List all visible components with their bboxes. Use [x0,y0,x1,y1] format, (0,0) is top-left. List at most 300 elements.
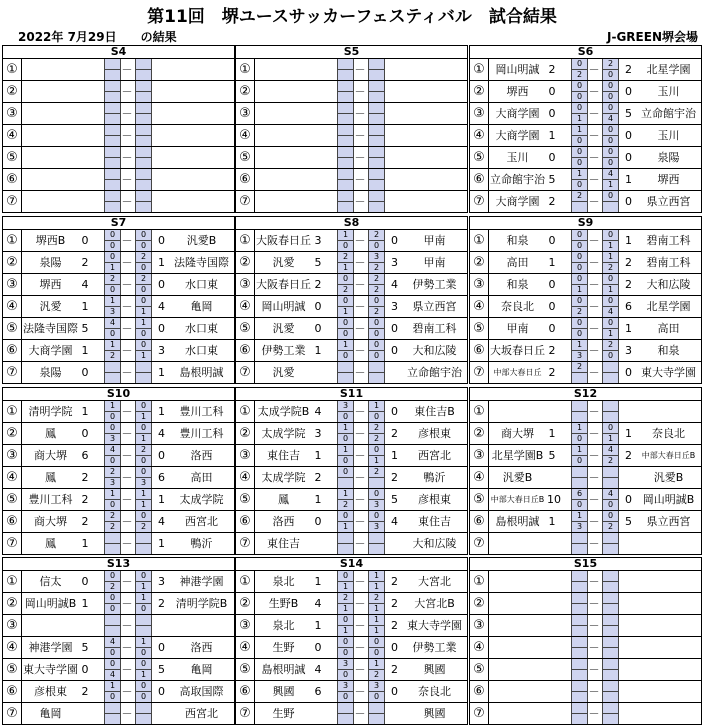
home-first-half: 0 [109,252,116,261]
away-half-scores [602,593,619,614]
home-half-scores [571,191,588,212]
home-team: 太成学院 [261,427,306,440]
home-half-scores [104,489,121,510]
away-first-half: 3 [373,681,380,690]
home-second-half: 0 [572,455,587,466]
away-first-half [603,467,618,477]
away-first-half: 0 [140,467,147,476]
away-second-half [369,713,384,724]
home-team: 鳳 [45,471,56,484]
away-half-scores [135,362,152,383]
home-second-half: 1 [572,284,587,295]
home-half-scores [571,59,588,80]
row-number: ② [3,252,22,273]
away-score [156,169,167,190]
away-second-half: 2 [603,455,618,466]
away-score [389,59,400,80]
row-number: ① [236,401,255,422]
away-second-half: 2 [369,306,384,317]
away-second-half: 1 [603,179,618,190]
home-first-half: 1 [576,445,583,454]
home-first-half: 2 [109,511,116,520]
home-first-half [105,81,120,91]
away-team: 清明学院B [175,597,228,610]
away-second-half: 3 [369,521,384,532]
match-row [3,273,234,295]
home-half-scores [337,169,354,190]
home-half-scores [337,445,354,466]
home-first-half: 0 [576,296,583,305]
away-first-half [136,615,151,625]
away-first-half: 0 [373,637,380,646]
home-team: 神港学園 [28,641,73,654]
row-number: ④ [236,637,255,658]
match-row [470,680,701,702]
away-score: 2 [391,575,398,588]
home-score: 1 [548,256,556,269]
home-half-scores [337,615,354,636]
away-team: 北星学園 [646,63,691,76]
row-number: ④ [3,125,22,146]
match-row [470,80,701,102]
home-first-half [572,571,587,581]
home-score: 1 [314,619,322,632]
away-first-half: 0 [607,511,614,520]
match-row [3,58,234,80]
home-first-half: 0 [342,571,349,580]
home-half-scores [571,274,588,295]
away-half-scores [135,401,152,422]
home-second-half: 0 [105,328,120,339]
row-number: ③ [3,274,22,295]
away-first-half [369,103,384,113]
home-score [313,147,323,168]
away-team: 太成学院 [179,493,224,506]
match-row [236,102,467,124]
away-team: 洛西 [190,449,213,462]
away-second-half: 1 [369,603,384,614]
row-number: ⑤ [236,147,255,168]
home-half-scores [571,81,588,102]
home-second-half [572,411,587,422]
home-half-scores [104,423,121,444]
away-team: 水口東 [185,278,218,291]
home-half-scores [337,659,354,680]
away-second-half: 2 [603,262,618,273]
away-team [169,169,234,190]
home-score: 5 [314,256,322,269]
away-score: 1 [158,366,165,379]
away-team: 高田 [190,471,213,484]
away-first-half [136,147,151,157]
row-number: ⑤ [470,659,489,680]
section-header: S4 [110,45,127,58]
score-dash: － [588,493,600,506]
home-score: 0 [81,366,89,379]
home-team: 興國 [272,685,295,698]
away-half-scores [602,318,619,339]
home-score: 3 [314,234,322,247]
home-score: 0 [81,663,89,676]
home-first-half [338,59,353,69]
match-row [470,361,701,383]
away-second-half [603,691,618,702]
home-second-half: 0 [572,91,587,102]
home-team [21,191,80,212]
home-second-half [572,201,587,212]
home-team [21,125,80,146]
home-first-half [105,703,120,713]
match-row [236,488,467,510]
away-score: 6 [625,300,632,313]
away-half-scores [602,340,619,361]
home-score: 0 [548,234,556,247]
home-half-scores [571,401,588,422]
away-score [623,467,634,488]
away-second-half: 0 [369,411,384,422]
score-dash: － [354,129,366,142]
away-half-scores [602,191,619,212]
away-first-half [369,169,384,179]
home-score: 2 [81,471,89,484]
home-second-half [105,91,120,102]
home-half-scores [337,703,354,724]
match-row [470,400,701,422]
home-team: 高田 [506,256,529,269]
away-team [636,593,701,614]
match-row [3,124,234,146]
away-team: 水口東 [185,322,218,335]
away-score [623,401,634,422]
away-score: 2 [391,663,398,676]
away-score [623,681,634,702]
away-half-scores [135,169,152,190]
score-dash: － [588,405,600,418]
away-second-half: 2 [136,521,151,532]
away-team [169,191,234,212]
home-half-scores [571,467,588,488]
away-team: 立命館宇治 [641,107,696,120]
away-score: 0 [158,278,165,291]
home-second-half [338,713,353,724]
home-second-half [105,713,120,724]
home-score: 5 [81,641,89,654]
row-number: ② [470,81,489,102]
away-team: 亀岡 [190,663,213,676]
away-second-half: 0 [603,135,618,146]
away-half-scores [135,489,152,510]
home-team [488,533,547,554]
home-team: 大阪春日丘 [256,278,311,291]
home-first-half [572,467,587,477]
away-team: 汎愛B [653,471,684,484]
home-first-half [105,191,120,201]
away-score [623,659,634,680]
home-first-half: 1 [576,423,583,432]
home-score: 1 [81,344,89,357]
home-second-half [572,543,587,554]
home-second-half [338,201,353,212]
away-second-half [369,201,384,212]
score-dash: － [121,300,133,313]
match-row [3,295,234,317]
away-first-half: 1 [140,637,147,646]
home-score [80,615,90,636]
home-team: 汎愛 [39,300,62,313]
home-score: 1 [548,129,556,142]
away-team: 水口東 [185,344,218,357]
home-first-half: 0 [576,230,583,239]
home-score: 0 [81,427,89,440]
section-header: S5 [343,45,360,58]
home-score: 1 [314,449,322,462]
away-score: 0 [625,129,632,142]
home-half-scores [571,703,588,724]
away-score [623,637,634,658]
away-second-half: 1 [603,240,618,251]
away-score [389,125,400,146]
score-dash: － [121,278,133,291]
home-first-half: 0 [342,274,349,283]
row-number: ② [3,593,22,614]
away-score: 1 [625,322,632,335]
away-first-half: 0 [607,103,614,112]
away-score [389,703,400,724]
home-score: 2 [81,515,89,528]
home-half-scores [337,191,354,212]
score-dash: － [588,107,600,120]
away-first-half: 4 [607,445,614,454]
match-row [236,510,467,532]
away-score: 4 [391,515,398,528]
home-second-half [572,647,587,658]
row-number: ② [3,423,22,444]
away-second-half: 0 [136,455,151,466]
row-number: ④ [470,296,489,317]
match-row [236,636,467,658]
section-header: S12 [573,387,598,400]
home-team: 汎愛B [502,471,533,484]
home-team [254,147,313,168]
away-score: 4 [391,278,398,291]
away-score: 5 [391,493,398,506]
home-half-scores [337,593,354,614]
home-team: 堺西 [39,278,62,291]
match-row [470,658,701,680]
row-number: ⑤ [3,659,22,680]
away-first-half [369,147,384,157]
score-dash: － [354,366,366,379]
home-second-half [338,477,353,488]
away-half-scores [368,296,385,317]
away-score [389,191,400,212]
away-half-scores [368,125,385,146]
home-half-scores [104,571,121,592]
away-first-half: 2 [607,59,614,68]
away-score: 0 [158,449,165,462]
away-first-half: 2 [140,445,147,454]
home-second-half: 0 [338,669,353,680]
away-second-half [603,603,618,614]
section-header: S6 [577,45,594,58]
home-first-half [338,147,353,157]
match-row [470,339,701,361]
home-second-half [105,372,120,383]
section-s14 [235,557,468,725]
away-score [156,703,167,724]
away-score: 0 [391,641,398,654]
match-row [3,658,234,680]
home-half-scores [337,59,354,80]
score-dash: － [121,322,133,335]
home-first-half: 1 [109,340,116,349]
home-team: 岡山明誠 [261,300,306,313]
home-score: 0 [548,107,556,120]
match-row [470,702,701,724]
home-team: 島根明誠 [495,515,540,528]
score-dash: － [588,471,600,484]
match-row [236,229,467,251]
away-score: 0 [391,685,398,698]
home-team: 法隆寺国際 [23,322,78,335]
match-row [3,680,234,702]
home-second-half: 2 [338,284,353,295]
home-team: 鳳 [278,493,289,506]
away-first-half: 0 [373,511,380,520]
row-number: ① [3,571,22,592]
away-half-scores [135,615,152,636]
home-first-half: 2 [109,274,116,283]
home-team: 大商学園 [495,195,540,208]
home-half-scores [571,445,588,466]
home-first-half: 1 [576,511,583,520]
away-second-half [136,91,151,102]
away-half-scores [135,230,152,251]
home-half-scores [337,252,354,273]
away-first-half: 4 [607,169,614,178]
away-half-scores [368,571,385,592]
score-dash: － [354,493,366,506]
home-team: 中部大春日丘 [493,368,542,377]
home-first-half: 0 [342,296,349,305]
home-score [313,103,323,124]
row-number: ⑦ [3,191,22,212]
home-second-half: 1 [338,306,353,317]
home-team: 大商学園 [28,344,73,357]
home-half-scores [571,615,588,636]
away-half-scores [135,296,152,317]
home-second-half: 3 [105,433,120,444]
away-team: 興國 [423,663,446,676]
away-team: 大和広陵 [412,344,457,357]
away-half-scores [368,703,385,724]
home-team [21,81,80,102]
home-first-half: 2 [576,362,583,371]
home-team: 東住吉 [267,537,300,550]
home-half-scores [104,125,121,146]
match-row [3,80,234,102]
away-team [636,571,701,592]
row-number: ④ [470,467,489,488]
home-score [547,659,557,680]
home-team: 信太 [39,575,62,588]
score-dash: － [121,256,133,269]
match-row [3,168,234,190]
away-score [156,103,167,124]
home-second-half: 0 [105,411,120,422]
row-number: ⑤ [470,489,489,510]
match-row [236,58,467,80]
away-half-scores [368,59,385,80]
match-row [236,273,467,295]
away-half-scores [135,340,152,361]
home-second-half [338,372,353,383]
away-second-half [603,625,618,636]
away-first-half [603,615,618,625]
away-team [636,615,701,636]
score-dash: － [354,151,366,164]
home-second-half: 0 [572,157,587,168]
home-half-scores [571,340,588,361]
home-second-half: 1 [338,603,353,614]
away-first-half: 0 [140,401,147,410]
away-half-scores [135,571,152,592]
row-number: ⑦ [3,533,22,554]
away-first-half [603,703,618,713]
away-score: 1 [158,493,165,506]
home-second-half: 0 [338,647,353,658]
away-half-scores [602,445,619,466]
away-team [169,615,234,636]
home-team: 伊勢工業 [261,344,306,357]
away-first-half [136,81,151,91]
away-score: 4 [158,427,165,440]
home-team: 鳳 [45,537,56,550]
match-row [3,702,234,724]
away-second-half [603,647,618,658]
away-second-half [603,477,618,488]
away-second-half: 0 [603,499,618,510]
row-number: ③ [470,103,489,124]
home-team: 泉北 [272,619,295,632]
score-dash: － [354,344,366,357]
away-second-half: 0 [369,691,384,702]
home-half-scores [571,147,588,168]
home-first-half [338,125,353,135]
away-score: 0 [625,493,632,506]
home-score [547,681,557,702]
score-dash: － [121,575,133,588]
away-score: 1 [625,234,632,247]
away-team [636,681,701,702]
away-team [169,125,234,146]
away-score [156,147,167,168]
away-half-scores [368,401,385,422]
away-first-half: 1 [607,252,614,261]
away-half-scores [368,445,385,466]
home-first-half: 1 [109,489,116,498]
section-s9 [469,216,702,384]
home-half-scores [337,103,354,124]
away-score: 6 [158,471,165,484]
match-row [470,251,701,273]
away-score: 0 [158,641,165,654]
score-dash: － [121,707,133,720]
away-first-half: 1 [373,659,380,668]
match-row [470,488,701,510]
away-score [623,593,634,614]
home-half-scores [104,637,121,658]
